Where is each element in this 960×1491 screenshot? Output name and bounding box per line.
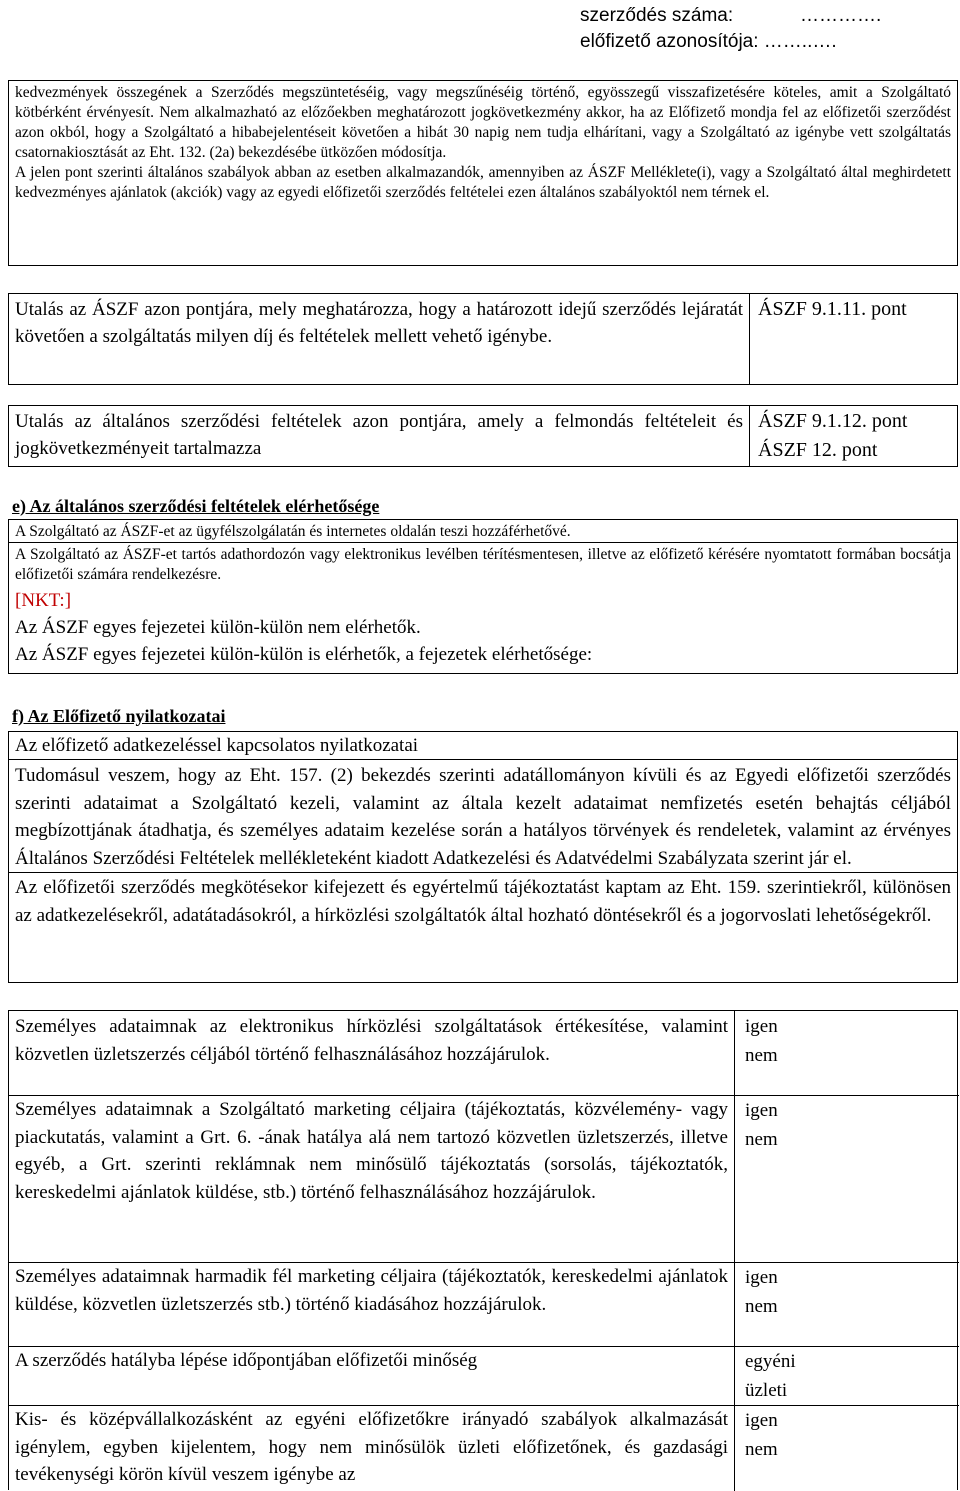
section-e-box: [8, 519, 958, 674]
consent-text-2: Személyes adataimnak a Szolgáltató marketing céljaira (tájékoztatás, közvélemény- vagy piackutatás, valamint a Grt. 6. -ának hatálya alá nem tartozó közvetlen üzletszerzés, illetve egyéb, a Grt. szerinti reklámnak nem minősülő tájékoztatás (sorsolás, tájékoztatók, kereskedelmi ajánlatok küldése, stb.) történő felhasználásához hozzájárulok.: [15, 1099, 728, 1203]
consent-5-no-checkbox[interactable]: [745, 1435, 778, 1464]
general-rules-paragraph: A jelen pont szerinti általános szabályok abban az esetben alkalmazandók, amennyiben az ÁSZF Melléklete(i), vagy a Szolgáltató által meghirdetett kedvezményes ajánlatok (akciók) vagy az egyedi előfizetői szerződés feltételei ezen általános szabályoktól nem térnek el.: [15, 164, 951, 201]
section-f-box: [8, 731, 958, 983]
information-received-paragraph: Az előfizetői szerződés megkötésekor kifejezett és egyértelmű tájékoztatást kaptam az Eht. 159. szerintiekről, különösen az adatkezelésekről, adatátadásokról, a hírközlési szolgáltatók által hozható döntésekről és a jogorvoslati lehetőségekről.: [15, 877, 951, 926]
option-label: nem: [745, 1439, 778, 1460]
reference-text-cell-1: [8, 293, 750, 385]
consent-5-yes-checkbox[interactable]: [745, 1406, 778, 1435]
subscriber-type-business-checkbox[interactable]: [745, 1376, 796, 1405]
penalty-terms-paragraph: kedvezmények összegének a Szerződés megszüntetéséig, vagy megszűnéséig történő, egyösszegű visszafizetésére köteles, amit a Szolgáltató kötbérként érvényesít. Nem alkalmazható az előzőekben meghatározott jogkövetkezmény akkor, ha az Előfizető mondja fel az előfizetői szerződést azon okból, hogy a Szolgáltató a hibabejelentéseit követően a hibát 30 napig nem tudja elhárítani, vagy a Szolgáltató az igénybe vett szolgáltatás csatornakiosztását az Eht. 132. (2a) bekezdésébe ütközően módosítja.: [15, 84, 951, 161]
option-label: igen: [745, 1016, 778, 1037]
subscriber-type-private-checkbox[interactable]: [745, 1347, 796, 1376]
option-label: igen: [745, 1267, 778, 1288]
consent-1-yes-checkbox[interactable]: [745, 1012, 778, 1041]
consent-text-5: Kis- és középvállalkozásként az egyéni előfizetőkre irányadó szabályok alkalmazását igénylem, egyben kijelentem, hogy nem minősülök üzleti előfizetőnek, és gazdasági tevékenységi körön kívül veszem igénybe az: [15, 1409, 728, 1485]
reference-value-2a: ÁSZF 9.1.12. pont: [758, 410, 908, 432]
consent-3-yes-checkbox[interactable]: [745, 1263, 778, 1292]
option-label: egyéni: [745, 1351, 796, 1372]
consent-text-1: Személyes adataimnak az elektronikus hírközlési szolgáltatások értékesítése, valamint közvetlen üzletszerzés céljából történő felhasználásához hozzájárulok.: [15, 1016, 728, 1065]
page-header: [580, 3, 881, 55]
penalty-terms-box: [8, 80, 958, 266]
reference-value-2b: ÁSZF 12. pont: [758, 439, 878, 461]
aszf-access-line: A Szolgáltató az ÁSZF-et az ügyfélszolgálatán és internetes oldalán teszi hozzáférhetővé.: [15, 523, 571, 540]
consent-2-no-checkbox[interactable]: [745, 1125, 778, 1154]
option-label: nem: [745, 1296, 778, 1317]
consent-1-no-checkbox[interactable]: [745, 1041, 778, 1070]
section-e-heading: e) Az általános szerződési feltételek elérhetősége: [12, 496, 380, 516]
reference-value-1: ÁSZF 9.1.11. pont: [758, 298, 907, 320]
consent-options-4: [745, 1347, 796, 1405]
consent-options-5: [745, 1406, 778, 1464]
subscriber-id-label: előfizető azonosítója:: [580, 31, 759, 52]
chapters-not-available-option[interactable]: Az ÁSZF egyes fejezetei külön-külön nem elérhetők.: [15, 617, 421, 638]
consent-row-1: [9, 1011, 734, 1095]
option-label: nem: [745, 1045, 778, 1066]
option-label: igen: [745, 1410, 778, 1431]
nkt-marker: [NKT:]: [15, 590, 72, 611]
consent-row-2: [9, 1096, 734, 1262]
consent-options-2: [745, 1096, 778, 1154]
consent-options-3: [745, 1263, 778, 1321]
consent-row-3: [9, 1263, 734, 1346]
reference-text-cell-2: [8, 405, 750, 467]
consent-options-1: [745, 1012, 778, 1070]
reference-value-cell-1: [749, 293, 958, 385]
aszf-delivery-line: A Szolgáltató az ÁSZF-et tartós adathordozón vagy elektronikus levélben térítésmentesen, illetve az előfizető kérésére nyomtatott formában bocsátja előfizetői számára rendelkezésre.: [15, 546, 951, 583]
chapters-available-option[interactable]: Az ÁSZF egyes fejezetei külön-külön is elérhetők, a fejezetek elérhetősége:: [15, 644, 593, 665]
contract-number-label: szerződés száma:: [580, 5, 734, 26]
reference-text-2: Utalás az általános szerződési feltételek azon pontjára, amely a felmondás feltételeit és jogkövetkezményeit tartalmazza: [15, 411, 743, 459]
consent-row-5: [9, 1406, 734, 1491]
consent-3-no-checkbox[interactable]: [745, 1292, 778, 1321]
option-label: nem: [745, 1129, 778, 1150]
data-processing-paragraph: Tudomásul veszem, hogy az Eht. 157. (2) bekezdés szerinti adatállományon kívüli és az Egyedi előfizetői szerződés szerinti adataimat a Szolgáltató kezeli, valamint az általa kezelt adataimat nemfizetés esetén behajtás céljából megbízottjának átadhatja, és személyes adataim kezelése során a hatályos törvények és rendeletek, valamint az érvényes Általános Szerződési Feltételek mellékleteként kiadott Adatkezelési és Adatvédelmi Szabályzata szerint jár el.: [15, 765, 951, 869]
option-label: igen: [745, 1100, 778, 1121]
option-label: üzleti: [745, 1380, 788, 1401]
subscriber-id-value[interactable]: ……..….: [763, 31, 837, 52]
reference-text-1: Utalás az ÁSZF azon pontjára, mely meghatározza, hogy a határozott idejű szerződés lejáratát követően a szolgáltatás milyen díj és feltételek mellett vehető igénybe.: [15, 299, 743, 347]
consent-2-yes-checkbox[interactable]: [745, 1096, 778, 1125]
reference-value-cell-2: [749, 405, 958, 467]
consent-row-4: [9, 1347, 734, 1405]
consent-text-4: A szerződés hatályba lépése időpontjában előfizetői minőség: [15, 1350, 478, 1371]
contract-number-value[interactable]: ………….: [800, 5, 882, 26]
consent-table: [8, 1010, 958, 1490]
section-f-heading: f) Az Előfizető nyilatkozatai: [12, 706, 226, 726]
data-processing-subheading: Az előfizető adatkezeléssel kapcsolatos nyilatkozatai: [15, 735, 419, 756]
consent-text-3: Személyes adataimnak harmadik fél marketing céljaira (tájékoztatók, kereskedelmi ajánlatok küldése, közvetlen üzletszerzés stb.) történő kiadásához hozzájárulok.: [15, 1266, 728, 1315]
